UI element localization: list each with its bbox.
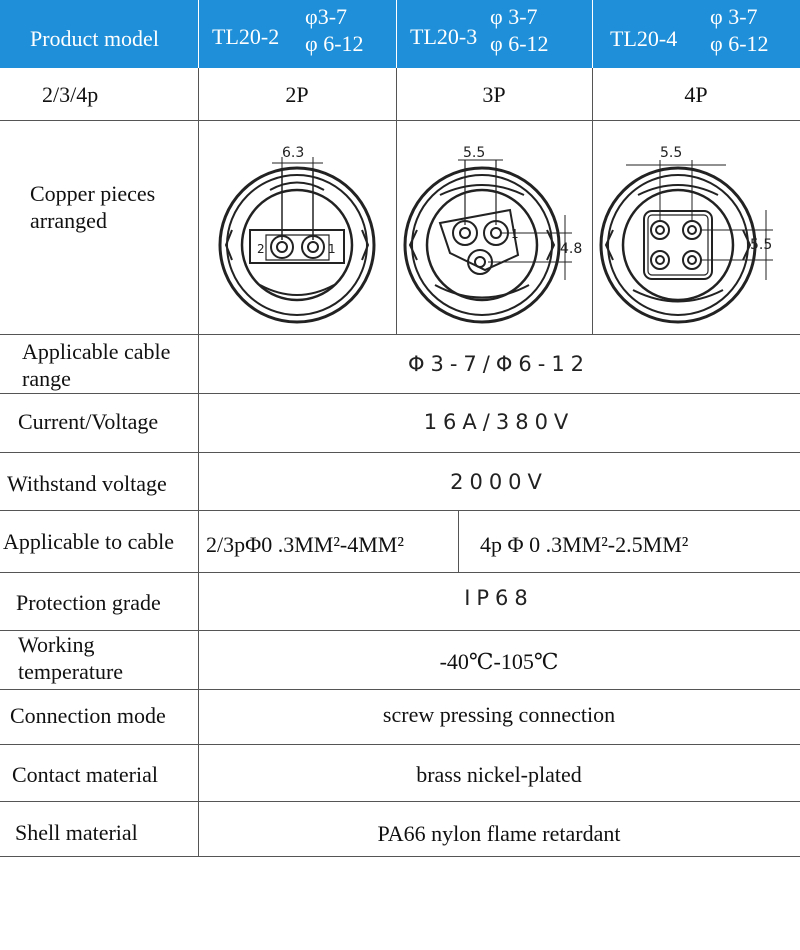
pin-label-1: 1 [511,227,519,241]
model-range-a-tl20-4: φ 3-7 [710,4,758,29]
temperature-value: -40℃-105℃ [439,649,559,674]
connection-mode-value: screw pressing connection [382,702,616,727]
pin-label-1: 1 [328,242,336,256]
row-divider [0,801,800,802]
product-model-label: Product model [30,26,159,51]
model-range-b-tl20-2: φ 6-12 [305,31,364,56]
row-label-connection-mode: Connection mode [10,703,166,728]
model-range-b-tl20-3: φ 6-12 [490,31,549,56]
row-divider [0,630,800,631]
dim-label-3p-side: 4.8 [560,241,583,257]
pin-label-2: 2 [257,242,265,256]
header-divider [592,0,593,68]
model-name-tl20-3: TL20-3 [410,24,478,49]
poles-2p: 2P [285,82,309,107]
row-label-shell-material: Shell material [15,820,138,845]
model-name-tl20-4: TL20-4 [610,26,678,51]
header-divider [198,0,199,68]
row-divider [0,572,800,573]
contact-material-value: brass nickel-plated [416,762,582,787]
dim-label-3p-top: 5.5 [463,145,486,161]
row-label-cable-range-line2: range [22,366,71,391]
dim-label-2p: 6.3 [282,145,305,161]
row-label-withstand-voltage: Withstand voltage [7,471,167,496]
current-voltage-value: 16A/380V [423,410,575,434]
row-divider [0,510,800,511]
row-divider [0,334,800,335]
row-label-poles: 2/3/4p [42,82,99,107]
poles-3p: 3P [482,82,506,107]
column-divider [198,68,199,856]
model-name-tl20-2: TL20-2 [212,24,280,49]
model-range-a-tl20-3: φ 3-7 [490,4,538,29]
protection-grade-value: IP68 [464,586,534,610]
row-divider [0,744,800,745]
poles-4p: 4P [684,82,708,107]
connector-diagram-4p [598,135,798,325]
dim-label-4p-top: 5.5 [660,145,683,161]
row-label-applicable-cable: Applicable to cable [3,529,175,554]
applicable-cable-value-b: 4p Φ 0 .3MM²-2.5MM² [480,532,689,557]
header-divider [396,0,397,68]
connector-diagram-3p [400,135,590,325]
row-label-temperature-line1: Working [18,632,95,657]
row-label-current-voltage: Current/Voltage [18,409,159,434]
dim-label-4p-side: 5.5 [750,237,773,253]
row-label-cable-range-line1: Applicable cable [22,339,171,364]
column-divider [458,510,459,572]
row-label-copper-line1: Copper pieces [30,181,156,206]
shell-material-value: PA66 nylon flame retardant [377,821,621,846]
row-label-copper-line2: arranged [30,208,107,233]
row-divider [0,393,800,394]
row-label-contact-material: Contact material [12,762,158,787]
model-range-a-tl20-2: φ3-7 [305,4,348,29]
row-label-protection-grade: Protection grade [16,590,161,615]
model-range-b-tl20-4: φ 6-12 [710,31,769,56]
row-divider [0,856,800,857]
connector-diagram-2p [210,135,385,325]
row-label-temperature-line2: temperature [18,659,124,684]
cable-range-value: Φ3-7/Φ6-12 [407,352,591,376]
applicable-cable-value-a: 2/3pΦ0 .3MM²-4MM² [206,532,404,557]
row-divider [0,689,800,690]
row-divider [0,120,800,121]
withstand-voltage-value: 2000V [450,470,548,494]
row-divider [0,452,800,453]
